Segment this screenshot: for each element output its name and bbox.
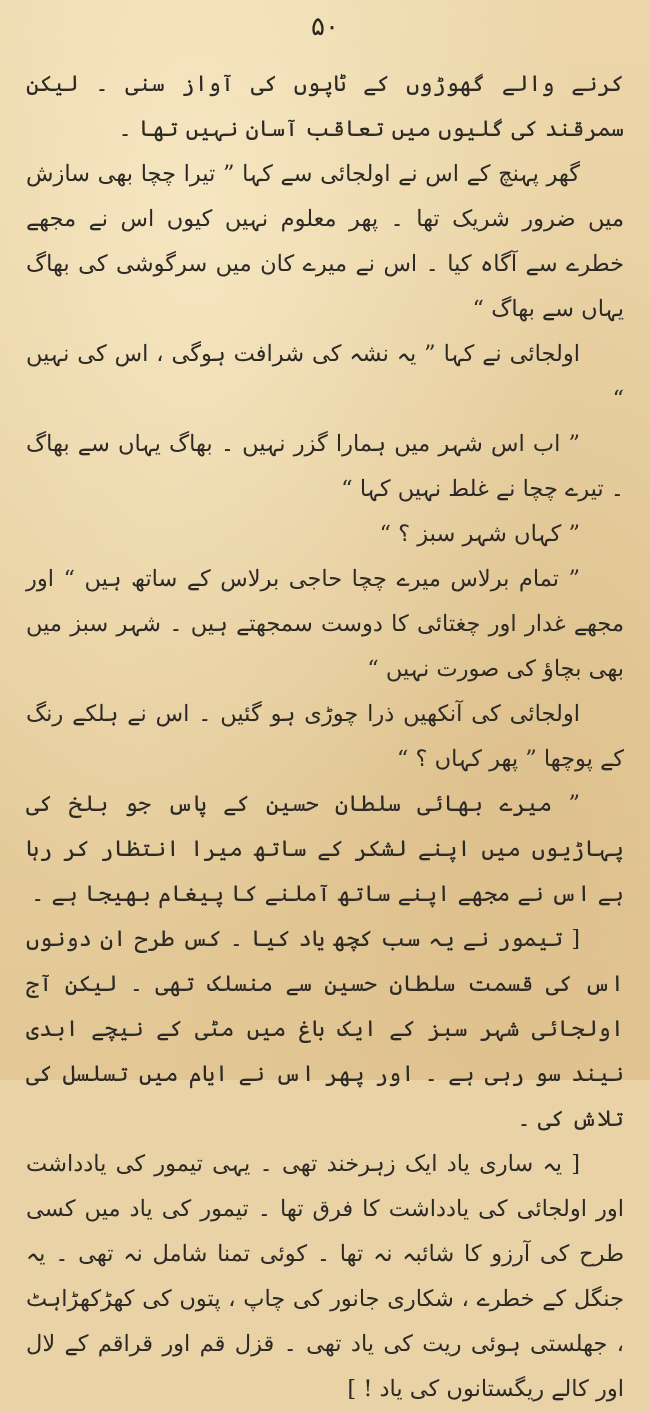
paragraph-10: [ یہ ساری یاد ایک زہرخند تھی ۔ یہی تیمور کی یادداشت اور اولجائی کی یادداشت کا فرق تھا ۔ تیمور کی یاد میں کسی طرح کی آرزو کا شائبہ نہ تھا ۔ کوئی تمنا شامل نہ تھی ۔ یہ جنگل کے خطرے ، شکاری جانور کی چاپ ، پتوں کی کھڑکھڑاہٹ ، جھلستی ہوئی ریت کی یاد تھی ۔ قزل قم اور قراقم کے لال اور کالے ریگستانوں کی یاد ! ] (26, 1151, 624, 1402)
paragraph-3: اولجائی نے کہا ” یہ نشہ کی شرافت ہوگی ، اس کی نہیں “ (26, 341, 624, 412)
paragraph-9: [ تیمور نے یہ سب کچھ یاد کیا ۔ کس طرح ان دونوں اس کی قسمت سلطان حسین سے منسلک تھی ۔ لیکن آج اولجائی شہر سبز کے ایک باغ میں مٹی کے نیچے ابدی نیند سو رہی ہے ۔ اور پھر اس نے ایام میں تسلسل کی تلاش کی ۔ (26, 926, 624, 1132)
page-text (26, 62, 624, 1412)
paragraph-8: ” میرے بھائی سلطان حسین کے پاس جو بلخ کی پہاڑیوں میں اپنے لشکر کے ساتھ میرا انتظار کر رہا ہے اس نے مجھے اپنے ساتھ آملنے کا پیغام بھیجا ہے ۔ (26, 791, 624, 907)
paragraph-6: ” تمام برلاس میرے چچا حاجی برلاس کے ساتھ ہیں “ اور مجھے غدار اور چغتائی کا دوست سمجھتے ہیں ۔ شہر سبز میں بھی بچاؤ کی صورت نہیں “ (26, 566, 624, 682)
paragraph-7: اولجائی کی آنکھیں ذرا چوڑی ہو گئیں ۔ اس نے ہلکے رنگ کے پوچھا ” پھر کہاں ؟ “ (26, 701, 624, 772)
paragraph-1: کرنے والے گھوڑوں کے ٹاپوں کی آواز سنی ۔ لیکن سمرقند کی گلیوں میں تعاقب آسان نہیں تھا ۔ (26, 71, 624, 142)
paragraph-2: گھر پہنچ کے اس نے اولجائی سے کہا ” تیرا چچا بھی سازش میں ضرور شریک تھا ۔ پھر معلوم نہیں کیوں اس نے مجھے خطرے سے آگاہ کیا ۔ اس نے میرے کان میں سرگوشی کی بھاگ یہاں سے بھاگ “ (26, 161, 624, 322)
paragraph-4: ” اب اس شہر میں ہمارا گزر نہیں ۔ بھاگ یہاں سے بھاگ ۔ تیرے چچا نے غلط نہیں کہا “ (26, 431, 624, 502)
paragraph-5: ” کہاں شہر سبز ؟ “ (379, 521, 580, 547)
page-number: ۵۰ (311, 12, 339, 42)
